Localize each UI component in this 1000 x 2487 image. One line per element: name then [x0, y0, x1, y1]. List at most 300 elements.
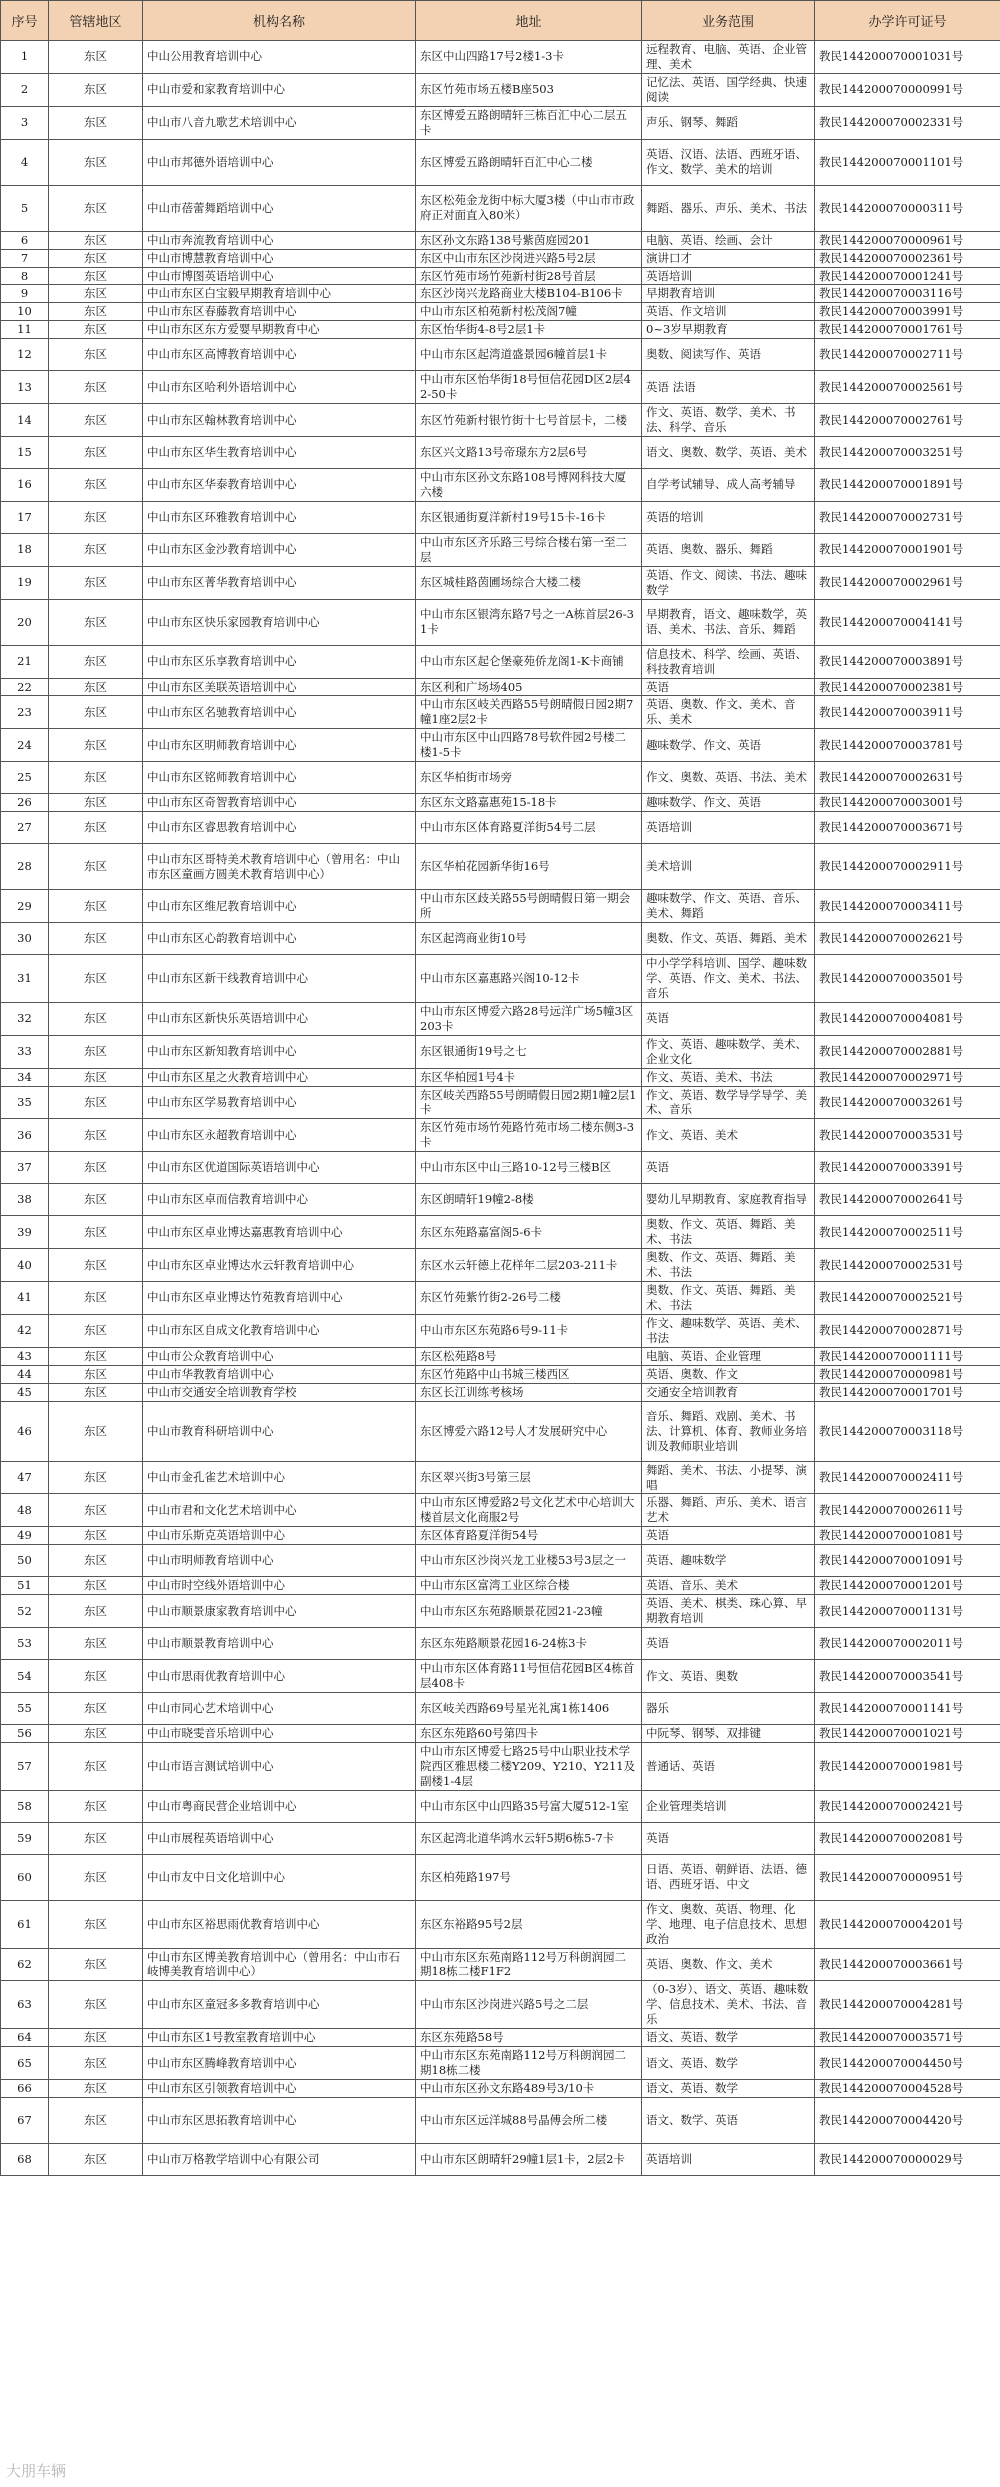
cell-address: 东区竹苑市场五楼B座503	[416, 73, 642, 106]
cell-name: 中山市东区环雅教育培训中心	[143, 501, 416, 533]
table-row	[1, 2097, 1000, 2143]
cell-num: 13	[1, 371, 49, 404]
cell-num: 26	[1, 794, 49, 812]
cell-num: 58	[1, 1790, 49, 1822]
cell-scope: 英语的培训	[642, 501, 815, 533]
cell-license: 教民144200070004281号	[815, 1981, 1000, 2029]
cell-scope: 企业管理类培训	[642, 1790, 815, 1822]
cell-district: 东区	[49, 1249, 143, 1282]
table-row	[1, 267, 1000, 285]
cell-district: 东区	[49, 1216, 143, 1249]
cell-license: 教民144200070001131号	[815, 1595, 1000, 1628]
cell-district: 东区	[49, 599, 143, 645]
cell-scope: 英语	[642, 1002, 815, 1035]
cell-name: 中山市博图英语培训中心	[143, 267, 416, 285]
cell-num: 40	[1, 1249, 49, 1282]
cell-name: 中山市东区美联英语培训中心	[143, 678, 416, 696]
table-row	[1, 1595, 1000, 1628]
cell-district: 东区	[49, 1314, 143, 1347]
cell-license: 教民144200070004528号	[815, 2080, 1000, 2098]
table-row	[1, 1314, 1000, 1347]
cell-district: 东区	[49, 2080, 143, 2098]
cell-num: 23	[1, 696, 49, 729]
cell-address: 中山市东区远洋城88号晶傅会所二楼	[416, 2097, 642, 2143]
cell-address: 中山市东区东苑南路112号万科朗润园二期18栋二楼	[416, 2047, 642, 2080]
cell-scope: 语文、英语、数学	[642, 2047, 815, 2080]
cell-name: 中山市奔流教育培训中心	[143, 231, 416, 249]
cell-scope: 英语培训	[642, 2143, 815, 2175]
table-row	[1, 1282, 1000, 1315]
cell-district: 东区	[49, 729, 143, 762]
cell-scope: 英语培训	[642, 267, 815, 285]
cell-license: 教民144200070002361号	[815, 249, 1000, 267]
cell-name: 中山市东区星之火教育培训中心	[143, 1068, 416, 1086]
table-row	[1, 1184, 1000, 1216]
cell-district: 东区	[49, 267, 143, 285]
cell-district: 东区	[49, 2047, 143, 2080]
cell-district: 东区	[49, 1086, 143, 1119]
cell-scope: 趣味数学、作文、英语	[642, 729, 815, 762]
cell-scope: 中阮琴、钢琴、双排键	[642, 1724, 815, 1742]
cell-address: 东区东裕路95号2层	[416, 1900, 642, 1948]
cell-address: 中山市东区歧关路55号朗晴假日第一期会所	[416, 890, 642, 923]
cell-district: 东区	[49, 1981, 143, 2029]
cell-license: 教民144200070004141号	[815, 599, 1000, 645]
cell-name: 中山市东区华泰教育培训中心	[143, 469, 416, 502]
cell-num: 44	[1, 1365, 49, 1383]
cell-scope: 早期教育，语文、趣味数学，英语、美术、书法、音乐、舞蹈	[642, 599, 815, 645]
cell-name: 中山市东区新知教育培训中心	[143, 1035, 416, 1068]
table-row	[1, 139, 1000, 185]
cell-name: 中山市爱和家教育培训中心	[143, 73, 416, 106]
cell-address: 中山市东区柏苑新村松茂阁7幢	[416, 303, 642, 321]
cell-scope: 电脑、英语、企业管理	[642, 1347, 815, 1365]
cell-address: 东区东苑路60号第四卡	[416, 1724, 642, 1742]
cell-license: 教民144200070002731号	[815, 501, 1000, 533]
table-row	[1, 1692, 1000, 1724]
cell-scope: 英语、奥数、作文、美术	[642, 1948, 815, 1981]
cell-district: 东区	[49, 1948, 143, 1981]
cell-name: 中山市展程英语培训中心	[143, 1822, 416, 1854]
cell-num: 53	[1, 1628, 49, 1660]
cell-num: 48	[1, 1494, 49, 1527]
cell-scope: 交通安全培训教育	[642, 1383, 815, 1401]
cell-name: 中山市东区乐享教育培训中心	[143, 645, 416, 678]
cell-license: 教民144200070001201号	[815, 1577, 1000, 1595]
table-row	[1, 844, 1000, 890]
cell-district: 东区	[49, 285, 143, 303]
table-row	[1, 890, 1000, 923]
cell-num: 19	[1, 566, 49, 599]
cell-name: 中山市东区博美教育培训中心（曾用名：中山市石岐博美教育培训中心）	[143, 1948, 416, 1981]
cell-name: 中山市友中日文化培训中心	[143, 1854, 416, 1900]
cell-license: 教民144200070003261号	[815, 1086, 1000, 1119]
cell-scope: 英语	[642, 1822, 815, 1854]
cell-num: 52	[1, 1595, 49, 1628]
cell-address: 东区竹苑市场竹苑新村街28号首层	[416, 267, 642, 285]
cell-district: 东区	[49, 469, 143, 502]
table-row	[1, 1527, 1000, 1545]
cell-district: 东区	[49, 794, 143, 812]
table-row	[1, 1790, 1000, 1822]
cell-scope: 声乐、钢琴、舞蹈	[642, 106, 815, 139]
table-row	[1, 762, 1000, 794]
cell-district: 东区	[49, 696, 143, 729]
cell-scope: （0-3岁）、语文、英语、趣味数学、信息技术、美术、书法、音乐	[642, 1981, 815, 2029]
cell-address: 东区博爱五路朗晴轩三栋百汇中心二层五卡	[416, 106, 642, 139]
cell-scope: 趣味数学、作文、英语	[642, 794, 815, 812]
cell-num: 34	[1, 1068, 49, 1086]
table-row	[1, 249, 1000, 267]
cell-license: 教民144200070003671号	[815, 812, 1000, 844]
cell-name: 中山市乐斯克英语培训中心	[143, 1527, 416, 1545]
cell-scope: 英语	[642, 678, 815, 696]
cell-license: 教民144200070003001号	[815, 794, 1000, 812]
table-row	[1, 1086, 1000, 1119]
cell-scope: 英语 法语	[642, 371, 815, 404]
cell-address: 中山市东区起仑堡豪苑侨龙阁1-K卡商铺	[416, 645, 642, 678]
table-row	[1, 2080, 1000, 2098]
cell-num: 15	[1, 437, 49, 469]
cell-address: 中山市东区东苑路顺景花园21-23幢	[416, 1595, 642, 1628]
cell-num: 8	[1, 267, 49, 285]
cell-name: 中山市东区裕思雨优教育培训中心	[143, 1900, 416, 1948]
cell-num: 22	[1, 678, 49, 696]
table-row	[1, 2143, 1000, 2175]
cell-scope: 英语	[642, 1628, 815, 1660]
cell-district: 东区	[49, 1628, 143, 1660]
cell-license: 教民144200070003891号	[815, 645, 1000, 678]
cell-name: 中山市东区铭师教育培训中心	[143, 762, 416, 794]
cell-district: 东区	[49, 645, 143, 678]
cell-address: 东区竹苑新村银竹街十七号首层卡，二楼	[416, 404, 642, 437]
table-row	[1, 1119, 1000, 1152]
cell-scope: 英语、奥数、作文、美术、音乐、美术	[642, 696, 815, 729]
cell-address: 中山市东区中山四路78号软件园2号楼二楼1-5卡	[416, 729, 642, 762]
cell-address: 东区东苑路58号	[416, 2029, 642, 2047]
table-row	[1, 923, 1000, 955]
table-row	[1, 729, 1000, 762]
cell-address: 中山市东区博爱六路28号远洋广场5幢3区203卡	[416, 1002, 642, 1035]
cell-license: 教民144200070000029号	[815, 2143, 1000, 2175]
cell-license: 教民144200070003501号	[815, 955, 1000, 1003]
cell-license: 教民144200070003116号	[815, 285, 1000, 303]
table-row	[1, 1347, 1000, 1365]
cell-district: 东区	[49, 303, 143, 321]
cell-address: 中山市东区中山三路10-12号三楼B区	[416, 1152, 642, 1184]
cell-license: 教民144200070001111号	[815, 1347, 1000, 1365]
cell-district: 东区	[49, 1545, 143, 1577]
cell-num: 39	[1, 1216, 49, 1249]
cell-scope: 作文、英语、数学、美术、书法、科学、音乐	[642, 404, 815, 437]
cell-name: 中山市东区东方爱婴早期教育中心	[143, 321, 416, 339]
cell-address: 中山市东区体育路夏洋街54号二层	[416, 812, 642, 844]
table-row	[1, 1724, 1000, 1742]
cell-license: 教民144200070004420号	[815, 2097, 1000, 2143]
cell-name: 中山市东区睿思教育培训中心	[143, 812, 416, 844]
table-row	[1, 1628, 1000, 1660]
cell-license: 教民144200070003251号	[815, 437, 1000, 469]
cell-address: 中山市东区东苑路6号9-11卡	[416, 1314, 642, 1347]
cell-license: 教民144200070001241号	[815, 267, 1000, 285]
cell-scope: 英语、作文培训	[642, 303, 815, 321]
table-row	[1, 1981, 1000, 2029]
table-row	[1, 812, 1000, 844]
cell-address: 东区东文路嘉惠苑15-18卡	[416, 794, 642, 812]
cell-name: 中山市东区菁华教育培训中心	[143, 566, 416, 599]
table-row	[1, 437, 1000, 469]
cell-num: 3	[1, 106, 49, 139]
header-address: 地址	[416, 1, 642, 41]
cell-district: 东区	[49, 812, 143, 844]
cell-district: 东区	[49, 533, 143, 566]
cell-num: 35	[1, 1086, 49, 1119]
cell-license: 教民144200070001021号	[815, 1724, 1000, 1742]
cell-scope: 奥数、阅读写作、英语	[642, 339, 815, 371]
cell-district: 东区	[49, 923, 143, 955]
cell-num: 30	[1, 923, 49, 955]
cell-name: 中山市交通安全培训教育学校	[143, 1383, 416, 1401]
cell-name: 中山市东区永超教育培训中心	[143, 1119, 416, 1152]
cell-scope: 作文、英语、奥数	[642, 1660, 815, 1693]
cell-license: 教民144200070000951号	[815, 1854, 1000, 1900]
cell-district: 东区	[49, 955, 143, 1003]
table-row	[1, 1822, 1000, 1854]
table-row	[1, 185, 1000, 231]
cell-license: 教民144200070002411号	[815, 1461, 1000, 1494]
cell-district: 东区	[49, 339, 143, 371]
cell-num: 63	[1, 1981, 49, 2029]
cell-license: 教民144200070004450号	[815, 2047, 1000, 2080]
cell-scope: 舞蹈、器乐、声乐、美术、书法	[642, 185, 815, 231]
cell-scope: 0~3岁早期教育	[642, 321, 815, 339]
cell-name: 中山市东区哥特美术教育培训中心（曾用名：中山市东区童画方圆美术教育培训中心）	[143, 844, 416, 890]
cell-name: 中山市东区名驰教育培训中心	[143, 696, 416, 729]
cell-name: 中山市东区维尼教育培训中心	[143, 890, 416, 923]
cell-district: 东区	[49, 231, 143, 249]
cell-num: 29	[1, 890, 49, 923]
cell-district: 东区	[49, 1790, 143, 1822]
cell-name: 中山市明师教育培训中心	[143, 1545, 416, 1577]
cell-scope: 英语	[642, 1152, 815, 1184]
cell-district: 东区	[49, 73, 143, 106]
cell-scope: 自学考试辅导、成人高考辅导	[642, 469, 815, 502]
cell-district: 东区	[49, 1401, 143, 1461]
cell-license: 教民144200070003991号	[815, 303, 1000, 321]
cell-address: 中山市东区孙文东路489号3/10卡	[416, 2080, 642, 2098]
cell-address: 东区沙岗兴龙路商业大楼B104-B106卡	[416, 285, 642, 303]
cell-num: 27	[1, 812, 49, 844]
cell-address: 东区博爱六路12号人才发展研究中心	[416, 1401, 642, 1461]
cell-license: 教民144200070002881号	[815, 1035, 1000, 1068]
cell-address: 中山市东区沙岗兴龙工业楼53号3层之一	[416, 1545, 642, 1577]
cell-license: 教民144200070001031号	[815, 41, 1000, 74]
cell-license: 教民144200070002421号	[815, 1790, 1000, 1822]
table-row	[1, 1249, 1000, 1282]
cell-license: 教民144200070003911号	[815, 696, 1000, 729]
cell-license: 教民144200070002961号	[815, 566, 1000, 599]
cell-license: 教民144200070002871号	[815, 1314, 1000, 1347]
cell-name: 中山市东区新快乐英语培训中心	[143, 1002, 416, 1035]
cell-num: 6	[1, 231, 49, 249]
cell-name: 中山市东区心韵教育培训中心	[143, 923, 416, 955]
cell-name: 中山市东区优道国际英语培训中心	[143, 1152, 416, 1184]
cell-name: 中山市东区卓业博达嘉惠教育培训中心	[143, 1216, 416, 1249]
cell-name: 中山市东区学易教育培训中心	[143, 1086, 416, 1119]
cell-scope: 早期教育培训	[642, 285, 815, 303]
cell-address: 东区起湾北道华鸿水云轩5期6栋5-7卡	[416, 1822, 642, 1854]
cell-scope: 远程教育、电脑、英语、企业管理、美术	[642, 41, 815, 74]
cell-name: 中山市顺景教育培训中心	[143, 1628, 416, 1660]
cell-num: 54	[1, 1660, 49, 1693]
cell-scope: 语文、奥数、数学、英语、美术	[642, 437, 815, 469]
table-row	[1, 1854, 1000, 1900]
cell-scope: 奥数、作文、英语、舞蹈、美术、书法	[642, 1216, 815, 1249]
cell-license: 教民144200070002331号	[815, 106, 1000, 139]
cell-num: 28	[1, 844, 49, 890]
cell-num: 36	[1, 1119, 49, 1152]
cell-district: 东区	[49, 1577, 143, 1595]
cell-address: 东区博爱五路朗晴轩百汇中心二楼	[416, 139, 642, 185]
cell-address: 东区竹苑市场竹苑路竹苑市场二楼东侧3-3卡	[416, 1119, 642, 1152]
cell-num: 56	[1, 1724, 49, 1742]
cell-address: 中山市东区孙文东路108号博网科技大厦六楼	[416, 469, 642, 502]
cell-address: 中山市东区起湾道盛景园6幢首层1卡	[416, 339, 642, 371]
cell-district: 东区	[49, 1854, 143, 1900]
cell-license: 教民144200070003661号	[815, 1948, 1000, 1981]
header-name: 机构名称	[143, 1, 416, 41]
cell-name: 中山市东区华生教育培训中心	[143, 437, 416, 469]
table-header-row	[1, 1, 1000, 41]
cell-district: 东区	[49, 1742, 143, 1790]
cell-scope: 作文、英语、数学导学导学、美术、音乐	[642, 1086, 815, 1119]
cell-address: 中山市东区岐关西路55号朗晴假日园2期7幢1座2层2卡	[416, 696, 642, 729]
cell-scope: 英语、奥数、作文	[642, 1365, 815, 1383]
cell-address: 东区竹苑路中山书城三楼西区	[416, 1365, 642, 1383]
cell-license: 教民144200070002911号	[815, 844, 1000, 890]
cell-scope: 作文、英语、美术、书法	[642, 1068, 815, 1086]
cell-address: 东区水云轩德上花样年二层203-211卡	[416, 1249, 642, 1282]
cell-district: 东区	[49, 371, 143, 404]
table-row	[1, 1152, 1000, 1184]
cell-name: 中山市东区奇智教育培训中心	[143, 794, 416, 812]
cell-name: 中山市时空线外语培训中心	[143, 1577, 416, 1595]
cell-address: 中山市东区嘉惠路兴阁10-12卡	[416, 955, 642, 1003]
cell-address: 东区中山四路17号2楼1-3卡	[416, 41, 642, 74]
cell-num: 17	[1, 501, 49, 533]
cell-license: 教民144200070001141号	[815, 1692, 1000, 1724]
cell-scope: 作文、趣味数学、英语、美术、书法	[642, 1314, 815, 1347]
cell-name: 中山市万格教学培训中心有限公司	[143, 2143, 416, 2175]
cell-license: 教民144200070001761号	[815, 321, 1000, 339]
table-row	[1, 1035, 1000, 1068]
cell-license: 教民144200070000981号	[815, 1365, 1000, 1383]
cell-scope: 普通话、英语	[642, 1742, 815, 1790]
cell-num: 61	[1, 1900, 49, 1948]
cell-name: 中山市东区思拓教育培训中心	[143, 2097, 416, 2143]
cell-address: 东区体育路夏洋街54号	[416, 1527, 642, 1545]
cell-name: 中山市同心艺术培训中心	[143, 1692, 416, 1724]
cell-name: 中山市东区快乐家园教育培训中心	[143, 599, 416, 645]
cell-district: 东区	[49, 501, 143, 533]
cell-address: 东区利和广场场405	[416, 678, 642, 696]
cell-scope: 作文、奥数、英语、书法、美术	[642, 762, 815, 794]
cell-scope: 英语培训	[642, 812, 815, 844]
cell-address: 中山市东区富湾工业区综合楼	[416, 1577, 642, 1595]
cell-name: 中山市东区卓业博达竹苑教育培训中心	[143, 1282, 416, 1315]
cell-district: 东区	[49, 678, 143, 696]
cell-license: 教民144200070001901号	[815, 533, 1000, 566]
cell-license: 教民144200070000991号	[815, 73, 1000, 106]
cell-scope: 趣味数学、作文、英语、音乐、美术、舞蹈	[642, 890, 815, 923]
cell-num: 12	[1, 339, 49, 371]
cell-address: 中山市东区东苑南路112号万科朗润园二期18栋二楼F1F2	[416, 1948, 642, 1981]
cell-license: 教民144200070001701号	[815, 1383, 1000, 1401]
cell-scope: 记忆法、英语、国学经典、快速阅读	[642, 73, 815, 106]
cell-num: 59	[1, 1822, 49, 1854]
cell-address: 东区孙文东路138号紫茵庭园201	[416, 231, 642, 249]
table-row	[1, 566, 1000, 599]
table-row	[1, 303, 1000, 321]
cell-license: 教民144200070003541号	[815, 1660, 1000, 1693]
cell-name: 中山市东区哈利外语培训中心	[143, 371, 416, 404]
cell-address: 东区中山市东区沙岗进兴路5号2层	[416, 249, 642, 267]
cell-district: 东区	[49, 1692, 143, 1724]
header-scope: 业务范围	[642, 1, 815, 41]
cell-num: 2	[1, 73, 49, 106]
cell-license: 教民144200070000311号	[815, 185, 1000, 231]
cell-name: 中山市蓓蕾舞蹈培训中心	[143, 185, 416, 231]
cell-name: 中山市邦德外语培训中心	[143, 139, 416, 185]
cell-num: 4	[1, 139, 49, 185]
cell-address: 东区银通街19号之七	[416, 1035, 642, 1068]
cell-num: 55	[1, 1692, 49, 1724]
cell-license: 教民144200070002081号	[815, 1822, 1000, 1854]
cell-name: 中山市东区翰林教育培训中心	[143, 404, 416, 437]
cell-name: 中山市东区金沙教育培训中心	[143, 533, 416, 566]
cell-name: 中山市语言测试培训中心	[143, 1742, 416, 1790]
table-row	[1, 469, 1000, 502]
cell-district: 东区	[49, 844, 143, 890]
table-row	[1, 1002, 1000, 1035]
cell-license: 教民144200070002621号	[815, 923, 1000, 955]
cell-num: 24	[1, 729, 49, 762]
cell-name: 中山市君和文化艺术培训中心	[143, 1494, 416, 1527]
cell-license: 教民144200070004081号	[815, 1002, 1000, 1035]
cell-district: 东区	[49, 1461, 143, 1494]
cell-license: 教民144200070002761号	[815, 404, 1000, 437]
cell-scope: 奥数、作文、英语、舞蹈、美术	[642, 923, 815, 955]
cell-address: 东区岐关西路69号星光礼寓1栋1406	[416, 1692, 642, 1724]
cell-scope: 婴幼儿早期教育、家庭教育指导	[642, 1184, 815, 1216]
cell-district: 东区	[49, 1383, 143, 1401]
cell-num: 1	[1, 41, 49, 74]
cell-license: 教民144200070003531号	[815, 1119, 1000, 1152]
cell-district: 东区	[49, 1365, 143, 1383]
cell-scope: 奥数、作文、英语、舞蹈、美术、书法	[642, 1249, 815, 1282]
table-row	[1, 501, 1000, 533]
cell-address: 中山市东区银湾东路7号之一A栋首层26-31卡	[416, 599, 642, 645]
cell-district: 东区	[49, 249, 143, 267]
cell-district: 东区	[49, 1822, 143, 1854]
cell-address: 东区银通街夏洋新村19号15卡-16卡	[416, 501, 642, 533]
cell-address: 东区翠兴街3号第三层	[416, 1461, 642, 1494]
cell-district: 东区	[49, 890, 143, 923]
cell-address: 东区华柏园1号4卡	[416, 1068, 642, 1086]
cell-address: 中山市东区沙岗进兴路5号之二层	[416, 1981, 642, 2029]
cell-scope: 语文、数学、英语	[642, 2097, 815, 2143]
table-row	[1, 285, 1000, 303]
